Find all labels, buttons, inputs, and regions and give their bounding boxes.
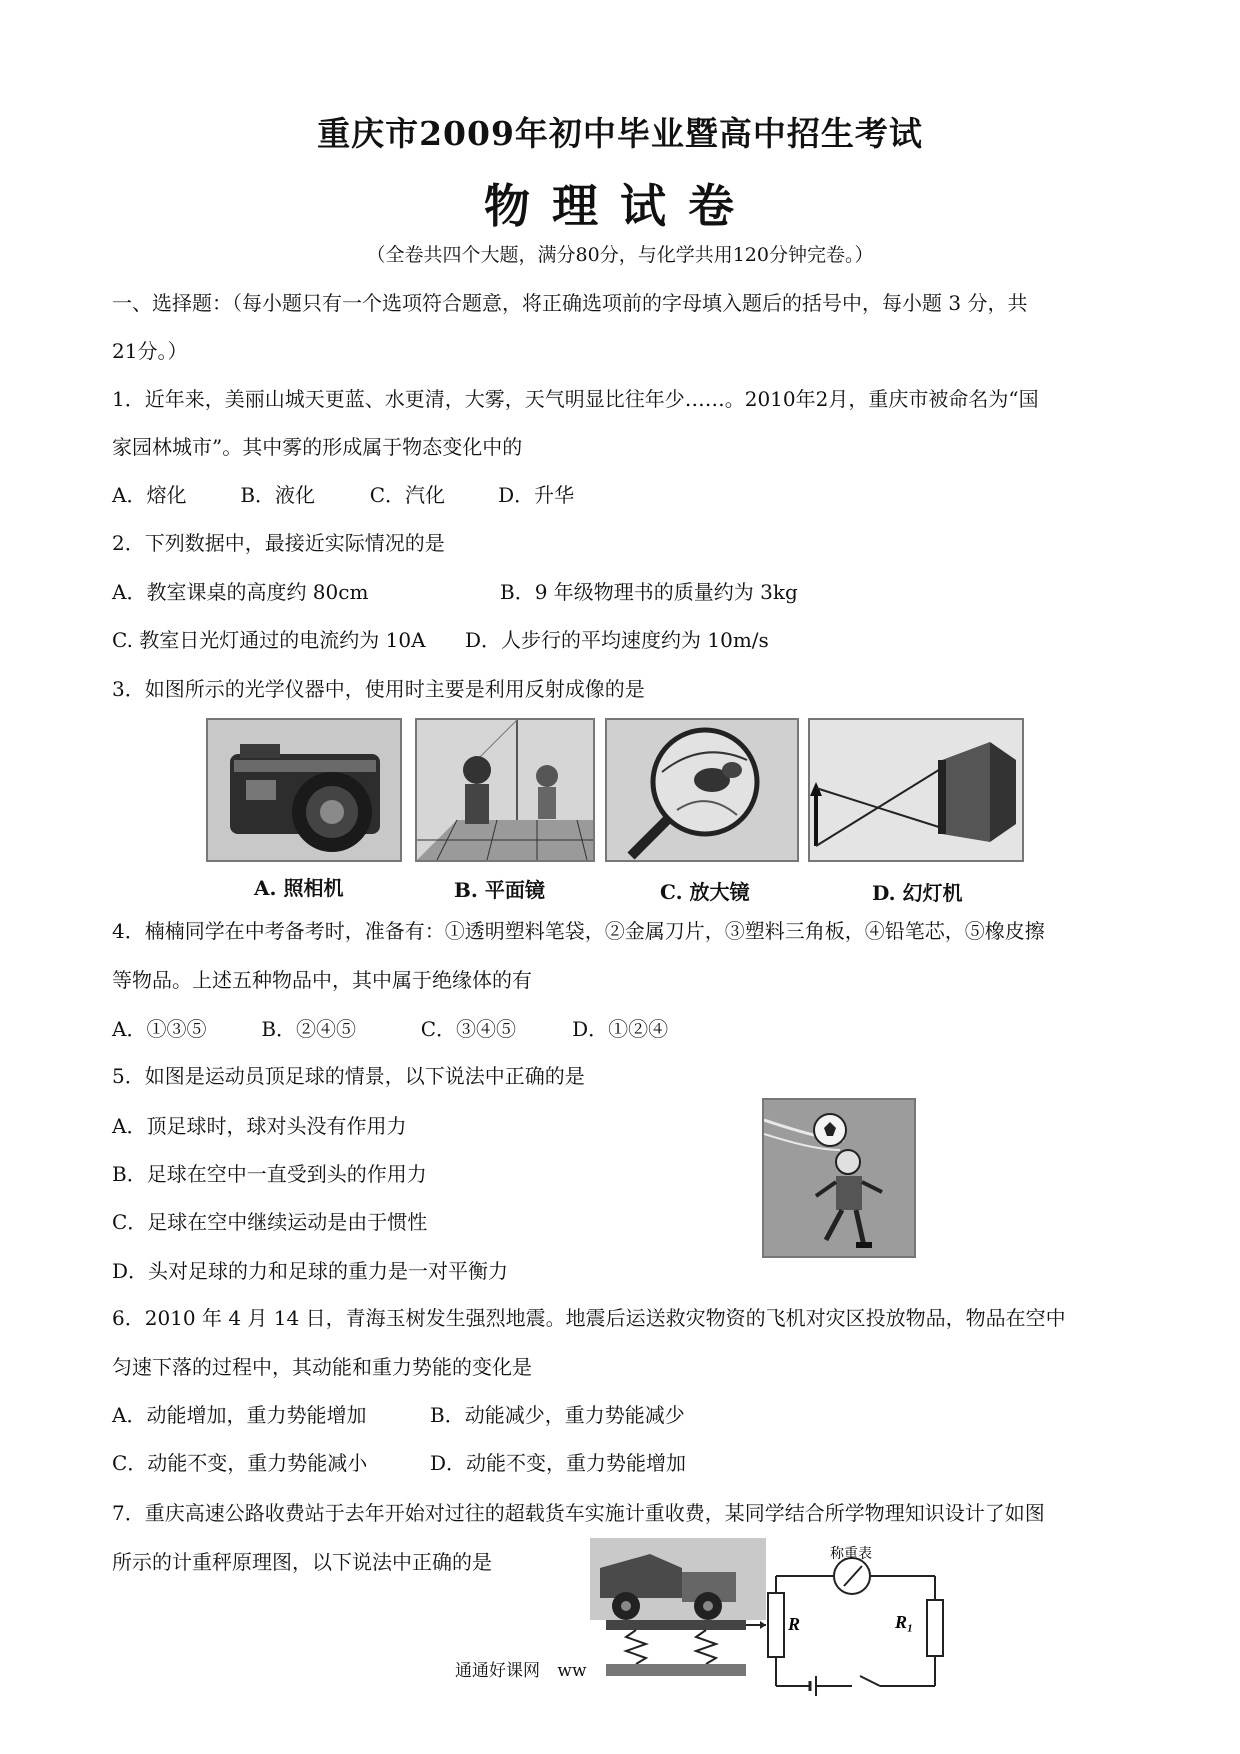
- scale-platform: [606, 1620, 746, 1630]
- spring-left: [626, 1630, 646, 1664]
- question-6-option-b: B．动能减少，重力势能减少: [430, 1403, 685, 1427]
- question-2-option-c: C. 教室日光灯通过的电流约为 10A: [112, 628, 426, 652]
- exam-subject-title: 物理试卷: [484, 179, 756, 233]
- caption-magnifier: C. 放大镜: [660, 880, 750, 904]
- question-6-option-c: C．动能不变，重力势能减小: [112, 1451, 368, 1475]
- option-d: D．升华: [498, 483, 575, 507]
- question-1-options: [112, 479, 574, 508]
- option-a: A．①③⑤: [112, 1017, 207, 1041]
- question-1-line2: 家园林城市”。其中雾的形成属于物态变化中的: [112, 435, 523, 459]
- caption-plane-mirror: B. 平面镜: [454, 878, 545, 902]
- question-1-line1: 1．近年来，美丽山城天更蓝、水更清，大雾，天气明显比往年少……。2010年2月，重庆市被命名为“国: [112, 387, 1039, 411]
- option-b: B．液化: [240, 483, 316, 507]
- magnifier-image: [605, 718, 799, 862]
- question-6-line1: 6．2010 年 4 月 14 日，青海玉树发生强烈地震。地震后运送救灾物资的飞机对灾区投放物品，物品在空中: [112, 1306, 1066, 1330]
- question-2-option-a: A．教室课桌的高度约 80cm: [112, 580, 369, 604]
- switch: [860, 1676, 880, 1686]
- question-2-option-d: D．人步行的平均速度约为 10m/s: [465, 628, 769, 652]
- question-6-option-d: D．动能不变，重力势能增加: [430, 1451, 687, 1475]
- question-4-line2: 等物品。上述五种物品中，其中属于绝缘体的有: [112, 968, 532, 992]
- heading-ball-image: [762, 1098, 916, 1258]
- exam-title: 重庆市2009年初中毕业暨高中招生考试: [317, 114, 923, 153]
- projector-image: [808, 718, 1024, 862]
- exam-note: （全卷共四个大题，满分80分，与化学共用120分钟完卷。）: [366, 244, 874, 266]
- r1-label: R₁: [895, 1612, 914, 1632]
- r-label: R: [788, 1614, 801, 1634]
- watermark-suffix: ww: [557, 1661, 587, 1681]
- question-6-option-a: A．动能增加，重力势能增加: [112, 1403, 367, 1427]
- question-5-option-b: B．足球在空中一直受到头的作用力: [112, 1162, 427, 1186]
- question-5-option-c: C．足球在空中继续运动是由于惯性: [112, 1210, 428, 1234]
- slider-pointer: [760, 1621, 766, 1629]
- question-5-option-a: A．顶足球时，球对头没有作用力: [112, 1114, 407, 1138]
- question-4-line1: 4．楠楠同学在中考备考时，准备有：①透明塑料笔袋，②金属刀片，③塑料三角板，④铅笔芯，⑤橡皮擦: [112, 919, 1045, 943]
- weighing-circuit-diagram: [590, 1538, 950, 1698]
- spring-right: [696, 1630, 716, 1664]
- question-2-stem: 2．下列数据中，最接近实际情况的是: [112, 531, 445, 555]
- footer-watermark: [455, 1656, 587, 1681]
- camera-image: [206, 718, 402, 862]
- question-5-stem: 5．如图是运动员顶足球的情景，以下说法中正确的是: [112, 1064, 585, 1088]
- watermark-text: 通通好课网: [455, 1661, 540, 1681]
- caption-projector: D. 幻灯机: [872, 881, 963, 905]
- option-d: D．①②④: [572, 1017, 669, 1041]
- option-c: C．③④⑤: [420, 1017, 517, 1041]
- option-c: C．汽化: [369, 483, 446, 507]
- rheostat-r: [768, 1593, 784, 1657]
- plane-mirror-image: [415, 718, 595, 862]
- option-a: A．熔化: [112, 483, 187, 507]
- section-instructions-line1: 一、选择题：（每小题只有一个选项符合题意，将正确选项前的字母填入题后的括号中，每小题 3 分，共: [112, 291, 1028, 315]
- section-instructions-line2: 21分。）: [112, 339, 188, 363]
- question-2-option-b: B．9 年级物理书的质量约为 3kg: [500, 580, 798, 604]
- question-6-line2: 匀速下落的过程中，其动能和重力势能的变化是: [112, 1355, 532, 1379]
- question-7-line2: 所示的计重秤原理图，以下说法中正确的是: [112, 1550, 492, 1574]
- question-7-line1: 7．重庆高速公路收费站于去年开始对过往的超载货车实施计重收费，某同学结合所学物理知识设计了如图: [112, 1501, 1045, 1525]
- caption-camera: A. 照相机: [254, 876, 344, 900]
- question-3-stem: 3．如图所示的光学仪器中，使用时主要是利用反射成像的是: [112, 677, 645, 701]
- scale-base: [606, 1664, 746, 1676]
- option-b: B．②④⑤: [261, 1017, 357, 1041]
- question-4-options: [112, 1013, 668, 1042]
- resistor-r1: [927, 1600, 943, 1656]
- meter-label: 称重表: [830, 1547, 872, 1562]
- question-5-option-d: D．头对足球的力和足球的重力是一对平衡力: [112, 1259, 509, 1283]
